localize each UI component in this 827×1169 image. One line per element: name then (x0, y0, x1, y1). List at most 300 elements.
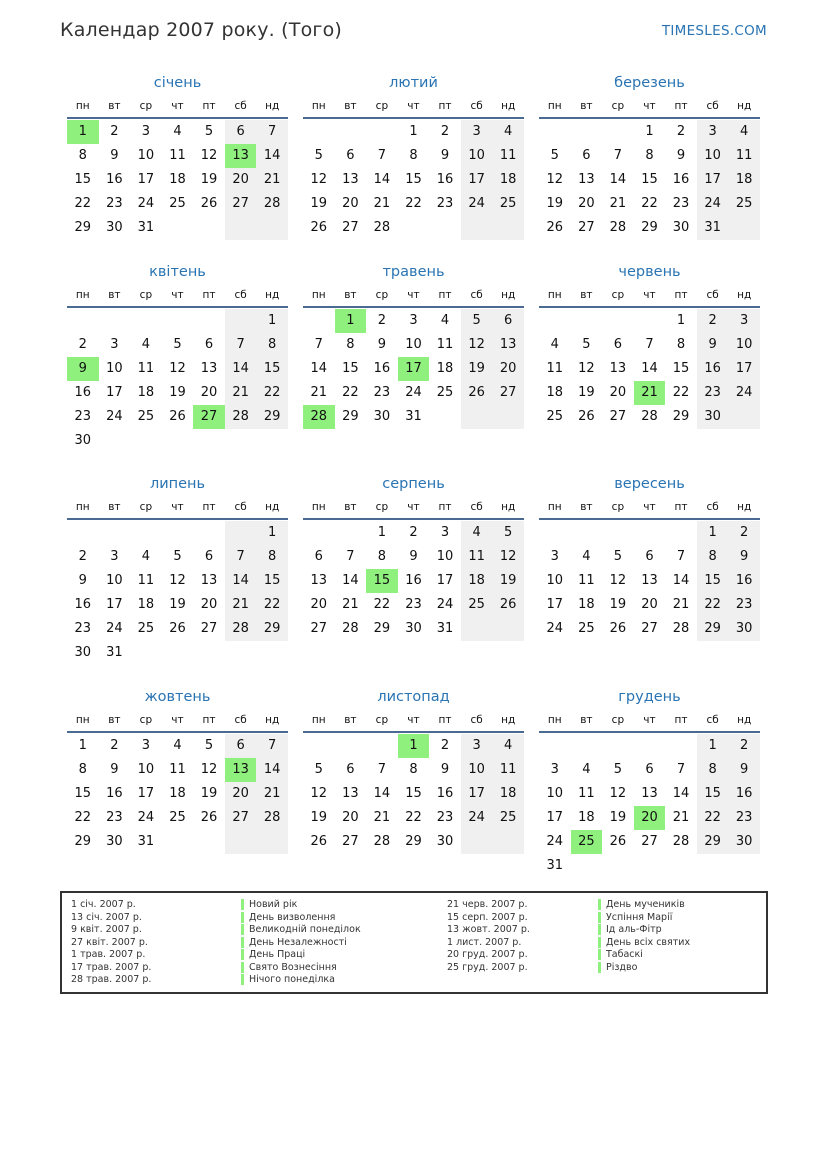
day-cell: 1 (697, 521, 729, 545)
day-cell: 28 (256, 806, 288, 830)
day-cell: 17 (106, 385, 123, 400)
day-cell: 31 (436, 621, 454, 636)
day-cell: 15 (641, 172, 658, 187)
empty-cell (225, 309, 257, 333)
legend-names-left (241, 899, 361, 987)
day-cell: 10 (405, 337, 422, 352)
day-cell: 8 (645, 148, 654, 163)
day-cell: 9 (440, 148, 450, 163)
week-row (539, 405, 760, 429)
day-cell: 4 (550, 337, 559, 352)
empty-cell (67, 521, 99, 545)
day-cell: 26 (200, 196, 218, 211)
empty-cell (130, 429, 162, 453)
day-cell: 3 (550, 549, 559, 564)
day-cell: 11 (137, 361, 155, 376)
weekday-header (303, 496, 524, 518)
holiday-day-cell: 13 (225, 758, 257, 782)
weekday-label: чт (407, 289, 420, 301)
day-cell: 24 (106, 621, 123, 636)
weekday-label: вт (108, 100, 121, 112)
week-row (67, 192, 288, 216)
day-cell: 7 (256, 734, 288, 758)
weekday-label: пн (311, 714, 326, 726)
day-cell: 25 (137, 621, 155, 636)
day-cell: 30 (728, 617, 760, 641)
day-cell: 25 (578, 621, 595, 636)
day-cell: 27 (641, 621, 658, 636)
day-cell: 19 (200, 172, 218, 187)
week-row (303, 521, 524, 545)
day-cell: 1 (645, 124, 654, 139)
day-cell: 29 (74, 834, 92, 849)
weekday-label: пт (674, 100, 688, 112)
day-cell: 15 (74, 786, 92, 801)
day-cell: 27 (310, 621, 328, 636)
day-cell: 26 (609, 621, 627, 636)
month-10 (67, 685, 288, 854)
legend-row (241, 974, 361, 987)
legend-holiday-name: Великодній понеділок (241, 924, 361, 935)
empty-cell (602, 734, 634, 758)
week-row (539, 545, 760, 569)
day-cell: 10 (546, 573, 564, 588)
day-cell: 1 (256, 521, 288, 545)
day-cell: 6 (645, 549, 654, 564)
empty-cell (67, 309, 99, 333)
day-cell: 10 (546, 786, 564, 801)
weekday-label: чт (171, 100, 184, 112)
day-cell: 16 (106, 172, 123, 187)
day-cell: 17 (461, 168, 493, 192)
day-cell: 10 (728, 333, 760, 357)
day-cell: 7 (256, 120, 288, 144)
empty-cell (571, 309, 603, 333)
day-cell: 9 (409, 549, 418, 564)
week-row (67, 144, 288, 168)
day-cell: 26 (169, 621, 186, 636)
legend-date: 13 жовт. 2007 р. (447, 924, 530, 935)
day-cell: 14 (310, 361, 328, 376)
day-cell: 12 (310, 172, 328, 187)
day-cell: 1 (256, 309, 288, 333)
empty-cell (225, 429, 257, 453)
holiday-day-cell: 20 (634, 806, 666, 830)
week-row (539, 216, 760, 240)
weekday-label: вт (580, 501, 593, 513)
header-rule (303, 518, 524, 520)
week-row (67, 569, 288, 593)
day-cell: 4 (141, 337, 151, 352)
weekday-label: чт (643, 501, 656, 513)
day-cell: 21 (373, 196, 391, 211)
day-cell: 11 (728, 144, 760, 168)
day-cell: 1 (409, 124, 418, 139)
day-cell: 10 (106, 573, 123, 588)
day-cell: 1 (676, 313, 686, 328)
day-cell: 28 (342, 621, 359, 636)
day-cell: 23 (672, 196, 690, 211)
day-cell: 17 (137, 172, 155, 187)
empty-cell (602, 120, 634, 144)
week-row (539, 782, 760, 806)
day-cell: 7 (377, 148, 387, 163)
weekday-header (67, 284, 288, 306)
month-name: липень (149, 476, 206, 492)
header-rule (539, 731, 760, 733)
day-cell: 21 (672, 597, 690, 612)
weekday-label: нд (265, 501, 280, 513)
day-cell: 22 (256, 381, 288, 405)
empty-cell (539, 521, 571, 545)
day-cell: 12 (461, 333, 493, 357)
weekday-label: пт (202, 714, 216, 726)
day-cell: 23 (697, 381, 729, 405)
day-cell: 15 (697, 782, 729, 806)
legend-row (598, 924, 690, 937)
day-cell: 18 (169, 786, 186, 801)
day-cell: 25 (492, 192, 524, 216)
day-cell: 1 (697, 734, 729, 758)
day-cell: 20 (225, 782, 257, 806)
week-row (67, 641, 288, 665)
day-cell: 2 (110, 124, 119, 139)
day-cell: 4 (492, 734, 524, 758)
week-row (303, 120, 524, 144)
day-cell: 17 (728, 357, 760, 381)
day-cell: 3 (728, 309, 760, 333)
empty-cell (303, 734, 335, 758)
month-5 (303, 260, 524, 429)
week-row (67, 617, 288, 641)
weekday-header (67, 496, 288, 518)
week-row (303, 569, 524, 593)
legend-date: 1 лист. 2007 р. (447, 936, 522, 948)
day-cell: 4 (461, 521, 493, 545)
day-cell: 18 (578, 810, 595, 825)
day-cell: 6 (225, 734, 257, 758)
weekday-label: сб (470, 289, 483, 301)
month-3 (539, 71, 760, 240)
day-cell: 27 (641, 834, 658, 849)
day-cell: 15 (405, 172, 422, 187)
empty-cell (366, 120, 398, 144)
weekday-label: пт (202, 289, 216, 301)
empty-cell (256, 641, 288, 665)
legend-row (598, 949, 690, 962)
weekday-header (539, 284, 760, 306)
day-cell: 29 (405, 834, 422, 849)
weekday-label: сб (234, 714, 247, 726)
weekday-header (303, 284, 524, 306)
week-row (303, 806, 524, 830)
day-cell: 10 (106, 361, 123, 376)
day-cell: 28 (225, 405, 257, 429)
legend-holiday-name: Різдво (598, 962, 637, 973)
empty-cell (193, 429, 225, 453)
weekday-label: ср (611, 501, 625, 513)
day-cell: 30 (74, 433, 92, 448)
day-cell: 3 (110, 337, 119, 352)
weekday-label: нд (737, 714, 752, 726)
weekday-label: пт (674, 714, 688, 726)
day-cell: 21 (609, 196, 627, 211)
empty-cell (335, 734, 367, 758)
day-cell: 26 (310, 834, 328, 849)
day-cell: 9 (676, 148, 686, 163)
day-cell: 21 (373, 810, 391, 825)
day-cell: 10 (461, 758, 493, 782)
weekday-label: пн (547, 501, 562, 513)
weekday-label: нд (501, 289, 516, 301)
day-cell: 18 (578, 597, 595, 612)
empty-cell (634, 309, 666, 333)
day-cell: 20 (492, 357, 524, 381)
week-row (539, 854, 760, 878)
day-cell: 11 (461, 545, 493, 569)
day-cell: 2 (676, 124, 686, 139)
day-cell: 5 (582, 337, 591, 352)
day-cell: 27 (609, 409, 627, 424)
week-row (303, 333, 524, 357)
weekday-label: вт (580, 289, 593, 301)
day-cell: 4 (173, 738, 182, 753)
day-cell: 23 (405, 597, 422, 612)
empty-cell (162, 216, 194, 240)
weekday-header (539, 709, 760, 731)
day-cell: 21 (342, 597, 359, 612)
legend-row (241, 912, 361, 925)
legend-holiday-name: День Праці (241, 949, 305, 960)
empty-cell (193, 830, 225, 854)
day-cell: 25 (169, 810, 186, 825)
weekday-label: чт (643, 100, 656, 112)
legend-row (447, 924, 530, 937)
day-cell: 19 (461, 357, 493, 381)
legend-holiday-name: Ід аль-Фітр (598, 924, 662, 935)
day-cell: 28 (373, 834, 391, 849)
empty-cell (634, 854, 666, 878)
legend-date: 9 квіт. 2007 р. (71, 924, 142, 935)
empty-cell (225, 521, 257, 545)
day-cell: 24 (697, 192, 729, 216)
header-rule (539, 518, 760, 520)
month-12 (539, 685, 760, 878)
empty-cell (539, 309, 571, 333)
week-row (303, 545, 524, 569)
empty-cell (429, 405, 461, 429)
day-cell: 10 (137, 148, 155, 163)
week-row (539, 381, 760, 405)
day-cell: 29 (672, 409, 690, 424)
day-cell: 19 (200, 786, 218, 801)
holiday-legend (60, 891, 768, 994)
legend-date: 27 квіт. 2007 р. (71, 936, 148, 948)
weekday-label: сб (706, 100, 719, 112)
week-row (303, 617, 524, 641)
day-cell: 7 (314, 337, 323, 352)
weekday-label: нд (737, 501, 752, 513)
weekday-label: сб (706, 289, 719, 301)
day-cell: 22 (672, 385, 690, 400)
holiday-day-cell: 1 (67, 120, 99, 144)
day-cell: 24 (137, 810, 155, 825)
day-cell: 13 (342, 786, 359, 801)
day-cell: 14 (373, 786, 391, 801)
day-cell: 23 (728, 806, 760, 830)
day-cell: 11 (169, 762, 186, 777)
day-cell: 30 (106, 834, 123, 849)
weekday-label: чт (407, 714, 420, 726)
month-6 (539, 260, 760, 429)
day-cell: 14 (342, 573, 359, 588)
empty-cell (461, 617, 493, 641)
day-cell: 19 (609, 597, 627, 612)
day-cell: 18 (546, 385, 564, 400)
site-link[interactable]: TIMESLES.COM (661, 23, 767, 39)
empty-cell (162, 429, 194, 453)
month-name: березень (614, 75, 685, 91)
day-cell: 6 (314, 549, 323, 564)
day-cell: 16 (373, 361, 391, 376)
weekday-label: нд (737, 289, 752, 301)
holiday-day-cell: 1 (335, 309, 367, 333)
day-cell: 4 (492, 120, 524, 144)
day-cell: 23 (728, 593, 760, 617)
legend-holiday-name: Нічого понеділка (241, 974, 335, 985)
weekday-header (303, 709, 524, 731)
day-cell: 15 (342, 361, 359, 376)
weekday-label: ср (375, 714, 389, 726)
legend-row (598, 912, 690, 925)
day-cell: 8 (409, 762, 418, 777)
week-row (67, 405, 288, 429)
weekday-label: вт (344, 501, 357, 513)
week-row (303, 758, 524, 782)
day-cell: 29 (74, 220, 92, 235)
legend-row (241, 924, 361, 937)
day-cell: 30 (672, 220, 690, 235)
day-cell: 19 (310, 196, 328, 211)
empty-cell (697, 854, 729, 878)
holiday-day-cell: 1 (398, 734, 430, 758)
day-cell: 8 (78, 762, 87, 777)
week-row (67, 734, 288, 758)
day-cell: 31 (546, 858, 564, 873)
empty-cell (492, 617, 524, 641)
month-9 (539, 472, 760, 641)
header-rule (303, 117, 524, 119)
day-cell: 14 (672, 786, 690, 801)
day-cell: 25 (546, 409, 564, 424)
week-row (539, 192, 760, 216)
weekday-label: чт (171, 501, 184, 513)
weekday-label: ср (139, 100, 153, 112)
day-cell: 17 (546, 597, 564, 612)
day-cell: 8 (346, 337, 355, 352)
day-cell: 6 (225, 120, 257, 144)
day-cell: 16 (436, 172, 454, 187)
day-cell: 13 (200, 573, 218, 588)
day-cell: 20 (310, 597, 328, 612)
weekday-label: нд (737, 100, 752, 112)
weekday-label: пн (75, 100, 90, 112)
week-row (539, 569, 760, 593)
day-cell: 26 (609, 834, 627, 849)
day-cell: 8 (256, 545, 288, 569)
empty-cell (193, 521, 225, 545)
day-cell: 8 (377, 549, 387, 564)
empty-cell (193, 309, 225, 333)
day-cell: 19 (546, 196, 564, 211)
day-cell: 11 (436, 337, 454, 352)
day-cell: 22 (641, 196, 658, 211)
day-cell: 29 (256, 617, 288, 641)
legend-holiday-name: Успіння Марії (598, 912, 672, 923)
weekday-label: чт (643, 714, 656, 726)
day-cell: 10 (436, 549, 454, 564)
day-cell: 18 (492, 168, 524, 192)
legend-row (447, 962, 530, 975)
day-cell: 24 (106, 409, 123, 424)
day-cell: 9 (697, 333, 729, 357)
day-cell: 21 (256, 168, 288, 192)
week-row (303, 782, 524, 806)
month-11 (303, 685, 524, 854)
weekday-label: пн (547, 714, 562, 726)
weekday-label: пн (311, 289, 326, 301)
day-cell: 24 (405, 385, 422, 400)
day-cell: 27 (342, 834, 359, 849)
day-cell: 8 (676, 337, 686, 352)
day-cell: 7 (676, 762, 686, 777)
legend-row (241, 899, 361, 912)
week-row (303, 593, 524, 617)
day-cell: 24 (546, 621, 564, 636)
week-row (67, 216, 288, 240)
weekday-label: ср (139, 501, 153, 513)
empty-cell (539, 120, 571, 144)
day-cell: 17 (461, 782, 493, 806)
week-row (67, 806, 288, 830)
day-cell: 22 (697, 593, 729, 617)
day-cell: 28 (672, 621, 690, 636)
weekday-label: ср (611, 714, 625, 726)
day-cell: 13 (200, 361, 218, 376)
legend-holiday-name: День Незалежності (241, 937, 347, 948)
weekday-label: ср (611, 100, 625, 112)
empty-cell (665, 521, 697, 545)
weekday-label: вт (580, 100, 593, 112)
weekday-label: нд (501, 100, 516, 112)
day-cell: 11 (492, 758, 524, 782)
day-cell: 6 (613, 337, 623, 352)
day-cell: 13 (641, 573, 658, 588)
header-rule (67, 117, 288, 119)
day-cell: 13 (609, 361, 627, 376)
day-cell: 21 (225, 593, 257, 617)
day-cell: 11 (137, 573, 155, 588)
day-cell: 4 (728, 120, 760, 144)
week-row (539, 521, 760, 545)
day-cell: 25 (436, 385, 454, 400)
legend-row (71, 974, 151, 987)
day-cell: 6 (645, 762, 654, 777)
day-cell: 5 (461, 309, 493, 333)
day-cell: 11 (546, 361, 564, 376)
day-cell: 30 (74, 645, 92, 660)
weekday-header (303, 95, 524, 117)
